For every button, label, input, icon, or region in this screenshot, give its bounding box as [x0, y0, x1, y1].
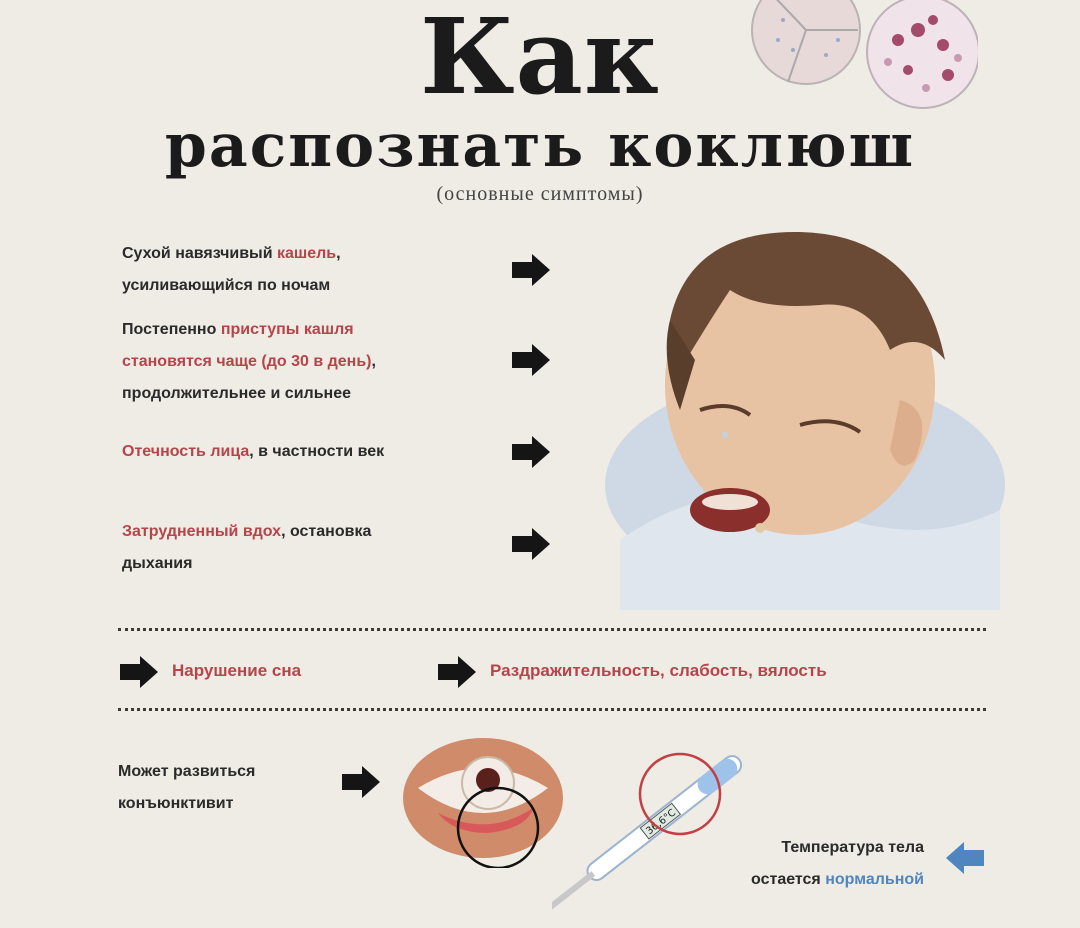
symptom-highlight: Затрудненный вдох	[122, 523, 282, 540]
arrow-left-icon	[944, 840, 986, 876]
symptom-face-swelling	[122, 436, 384, 468]
arrow-right-icon	[340, 764, 382, 800]
temperature-text	[700, 832, 924, 896]
title-main: Как	[419, 0, 661, 118]
symptom-text: ,	[336, 245, 341, 262]
conjunctivitis-text	[118, 756, 255, 820]
symptom-text: дыхания	[122, 555, 193, 572]
title-sub: распознать коклюш	[164, 111, 916, 181]
symptom-text: Постепенно	[122, 321, 221, 338]
symptom-highlight: Отечность лица	[122, 443, 250, 460]
dotted-divider	[118, 708, 986, 711]
dotted-divider	[118, 628, 986, 631]
symptom-breathing	[122, 516, 371, 580]
symptom-text: продолжительнее и сильнее	[122, 385, 351, 402]
bacteria-dish-illustration	[748, 0, 978, 118]
symptom-highlight: кашель	[276, 245, 337, 262]
eye-illustration	[398, 728, 568, 868]
arrow-right-icon	[510, 434, 552, 470]
symptom-highlight: становятся чаще (до 30 в день)	[122, 353, 372, 370]
title-subtitle: (основные симптомы)	[436, 183, 644, 205]
temperature-line: Температура тела	[781, 839, 924, 856]
arrow-right-icon	[436, 654, 478, 690]
conjunctivitis-line: конъюнктивит	[118, 795, 234, 812]
arrow-right-icon	[510, 252, 552, 288]
symptom-attacks	[122, 314, 376, 410]
conjunctivitis-line: Может развиться	[118, 763, 256, 780]
symptom-text: усиливающийся по ночам	[122, 277, 331, 294]
symptom-cough	[122, 238, 341, 302]
irritability-text: Раздражительность, слабость, вялость	[490, 661, 827, 680]
arrow-right-icon	[510, 526, 552, 562]
symptom-text: ,	[371, 353, 376, 370]
symptom-text: , в частности век	[249, 443, 385, 460]
symptom-highlight: приступы кашля	[220, 321, 354, 338]
sleep-disorder-text: Нарушение сна	[172, 661, 302, 680]
coughing-child-illustration	[600, 210, 1010, 610]
arrow-right-icon	[510, 342, 552, 378]
arrow-right-icon	[118, 654, 160, 690]
symptom-text: , остановка	[281, 523, 372, 540]
thermometer-reading: 36,6°C	[644, 807, 679, 838]
temperature-highlight: нормальной	[825, 871, 924, 888]
temperature-line: остается	[751, 871, 826, 888]
symptom-text: Сухой навязчивый	[122, 245, 277, 262]
